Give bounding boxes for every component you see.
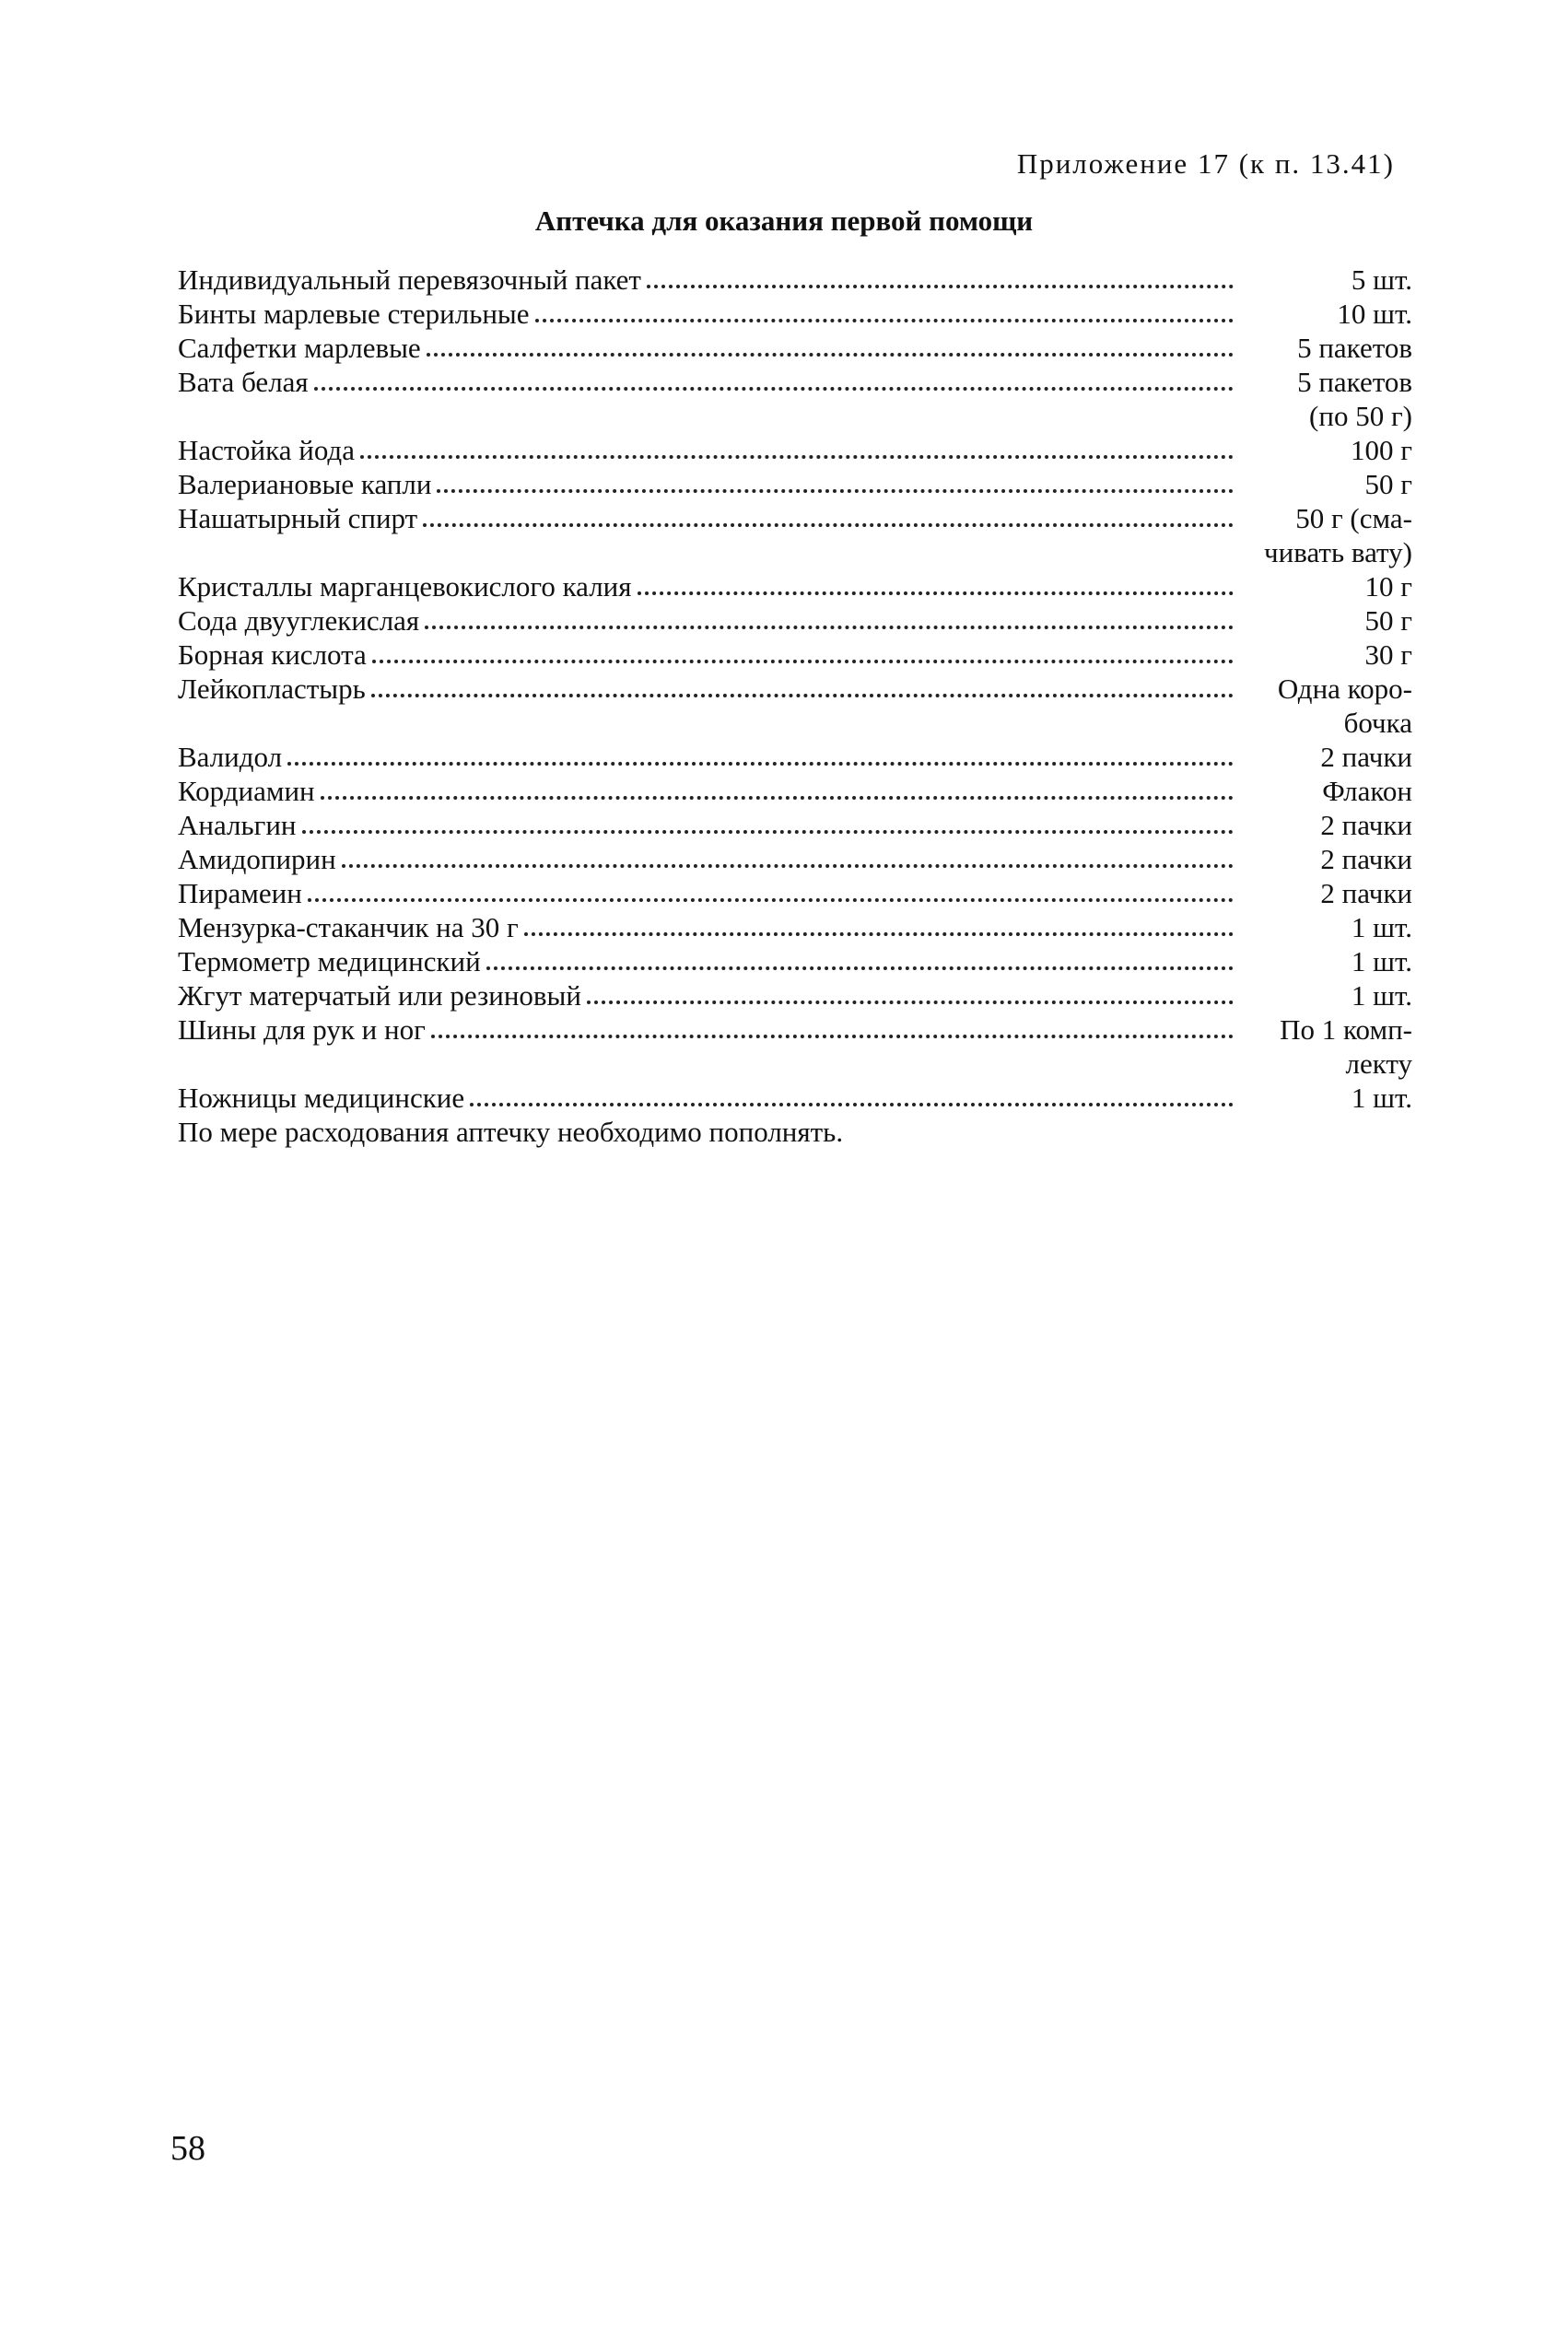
item-name: Валидол xyxy=(178,741,283,773)
item-quantity xyxy=(1254,1081,1412,1115)
list-item xyxy=(178,876,1412,910)
list-item xyxy=(178,433,1412,467)
item-quantity xyxy=(1254,978,1412,1012)
list-item xyxy=(178,638,1412,672)
dot-leader xyxy=(647,285,1234,288)
item-name: Индивидуальный перевязочный пакет xyxy=(178,263,641,296)
item-quantity xyxy=(1254,603,1412,638)
item-name-cell xyxy=(178,1081,1254,1115)
list-item xyxy=(178,978,1412,1012)
dot-leader xyxy=(535,319,1234,322)
item-quantity xyxy=(1254,569,1412,603)
list-item xyxy=(178,467,1412,501)
item-name-cell xyxy=(178,876,1254,910)
item-name: Шины для рук и ног xyxy=(178,1013,426,1046)
list-item xyxy=(178,842,1412,876)
item-quantity-line: По 1 комп- xyxy=(1280,1013,1412,1046)
item-name-cell xyxy=(178,467,1254,501)
item-name-cell xyxy=(178,433,1254,467)
item-name: Пирамеин xyxy=(178,877,302,909)
list-item xyxy=(178,569,1412,603)
item-quantity-line: Одна коро- xyxy=(1277,673,1412,705)
item-quantity-line: 2 пачки xyxy=(1320,877,1412,909)
item-name: Сода двууглекислая xyxy=(178,604,420,637)
list-item xyxy=(178,501,1412,569)
item-name: Амидопирин xyxy=(178,843,336,875)
item-quantity-line: лекту xyxy=(1345,1047,1412,1080)
item-quantity xyxy=(1254,1012,1412,1081)
item-quantity xyxy=(1254,433,1412,467)
item-quantity xyxy=(1254,638,1412,672)
item-quantity xyxy=(1254,944,1412,978)
list-item xyxy=(178,1012,1412,1081)
list-item xyxy=(178,774,1412,808)
dot-leader xyxy=(486,966,1234,970)
item-quantity-line: (по 50 г) xyxy=(1309,400,1412,432)
item-quantity-line: 1 шт. xyxy=(1351,911,1412,943)
item-quantity xyxy=(1254,740,1412,774)
list-item xyxy=(178,672,1412,740)
item-name: Нашатырный спирт xyxy=(178,502,418,534)
item-quantity-line: Флакон xyxy=(1322,775,1412,807)
dot-leader xyxy=(431,1035,1234,1038)
footer-note: По мере расходования аптечку необходимо пополнять. xyxy=(178,1116,844,1148)
page-title: Аптечка для оказания первой помощи xyxy=(534,205,1034,237)
dot-leader xyxy=(425,626,1234,629)
item-name: Салфетки марлевые xyxy=(178,332,421,364)
item-quantity xyxy=(1254,365,1412,433)
item-name: Кристаллы марганцевокислого калия xyxy=(178,570,632,603)
list-item xyxy=(178,331,1412,365)
item-quantity-line: чивать вату) xyxy=(1264,536,1412,568)
dot-leader xyxy=(371,694,1234,697)
dot-leader xyxy=(427,353,1234,357)
dot-leader xyxy=(587,1001,1234,1004)
item-quantity-line: 2 пачки xyxy=(1320,843,1412,875)
dot-leader xyxy=(423,523,1234,527)
item-name: Вата белая xyxy=(178,366,309,398)
item-quantity-line: 10 шт. xyxy=(1337,298,1412,330)
dot-leader xyxy=(308,898,1234,902)
item-quantity xyxy=(1254,842,1412,876)
item-quantity xyxy=(1254,774,1412,808)
item-quantity-line: 2 пачки xyxy=(1320,741,1412,773)
item-quantity-line: 50 г (сма- xyxy=(1295,502,1412,534)
dot-leader xyxy=(470,1103,1234,1106)
item-name-cell xyxy=(178,774,1254,808)
item-quantity-line: 50 г xyxy=(1364,468,1412,500)
item-quantity xyxy=(1254,331,1412,365)
item-quantity xyxy=(1254,672,1412,740)
item-name: Бинты марлевые стерильные xyxy=(178,298,530,330)
item-name: Анальгин xyxy=(178,809,297,841)
item-name-cell xyxy=(178,569,1254,603)
item-quantity xyxy=(1254,467,1412,501)
dot-leader xyxy=(287,762,1234,766)
item-name-cell xyxy=(178,978,1254,1012)
list-item xyxy=(178,603,1412,638)
item-quantity-line: 10 г xyxy=(1364,570,1412,603)
item-name-cell xyxy=(178,638,1254,672)
item-quantity-line: 1 шт. xyxy=(1351,1082,1412,1114)
item-name-cell xyxy=(178,263,1254,297)
item-quantity xyxy=(1254,297,1412,331)
item-name-cell xyxy=(178,297,1254,331)
item-quantity-line: 5 шт. xyxy=(1351,263,1412,296)
item-quantity xyxy=(1254,808,1412,842)
dot-leader xyxy=(437,489,1234,493)
dot-leader xyxy=(342,864,1234,868)
item-quantity-line: 30 г xyxy=(1364,638,1412,671)
item-quantity-line: 1 шт. xyxy=(1351,945,1412,977)
item-name: Борная кислота xyxy=(178,638,367,671)
item-name: Лейкопластырь xyxy=(178,673,366,705)
item-quantity xyxy=(1254,501,1412,569)
list-item xyxy=(178,297,1412,331)
list-item xyxy=(178,740,1412,774)
item-quantity xyxy=(1254,910,1412,944)
item-name-cell xyxy=(178,1012,1254,1047)
item-name-cell xyxy=(178,740,1254,774)
dot-leader xyxy=(372,660,1234,663)
dot-leader xyxy=(524,932,1234,936)
first-aid-items-list xyxy=(178,263,1412,1149)
dot-leader xyxy=(302,830,1234,834)
item-name-cell xyxy=(178,808,1254,842)
item-name: Настойка йода xyxy=(178,434,355,466)
item-name-cell xyxy=(178,672,1254,706)
item-name: Мензурка-стаканчик на 30 г xyxy=(178,911,519,943)
item-name-cell xyxy=(178,365,1254,399)
dot-leader xyxy=(360,455,1234,459)
item-quantity-line: бочка xyxy=(1343,707,1412,739)
page-number: 58 xyxy=(170,2129,205,2168)
item-name: Валериановые капли xyxy=(178,468,432,500)
item-name-cell xyxy=(178,910,1254,944)
item-name: Термометр медицинский xyxy=(178,945,481,977)
item-name-cell xyxy=(178,603,1254,638)
item-name-cell xyxy=(178,501,1254,535)
list-item xyxy=(178,808,1412,842)
item-quantity-line: 50 г xyxy=(1364,604,1412,637)
dot-leader xyxy=(638,591,1234,595)
appendix-reference: Приложение 17 (к п. 13.41) xyxy=(1016,147,1395,180)
list-item xyxy=(178,263,1412,297)
item-name-cell xyxy=(178,842,1254,876)
item-quantity-line: 5 пакетов xyxy=(1297,366,1412,398)
item-name-cell xyxy=(178,331,1254,365)
dot-leader xyxy=(321,796,1234,800)
item-quantity-line: 2 пачки xyxy=(1320,809,1412,841)
item-quantity-line: 100 г xyxy=(1351,434,1412,466)
item-quantity xyxy=(1254,263,1412,297)
list-item xyxy=(178,910,1412,944)
item-quantity-line: 5 пакетов xyxy=(1297,332,1412,364)
item-name: Кордиамин xyxy=(178,775,315,807)
item-name: Ножницы медицинские xyxy=(178,1082,465,1114)
item-name-cell xyxy=(178,944,1254,978)
list-item xyxy=(178,365,1412,433)
item-quantity xyxy=(1254,876,1412,910)
dot-leader xyxy=(314,387,1234,391)
item-name: Жгут матерчатый или резиновый xyxy=(178,979,581,1012)
list-item xyxy=(178,1081,1412,1115)
list-item xyxy=(178,944,1412,978)
item-quantity-line: 1 шт. xyxy=(1351,979,1412,1012)
